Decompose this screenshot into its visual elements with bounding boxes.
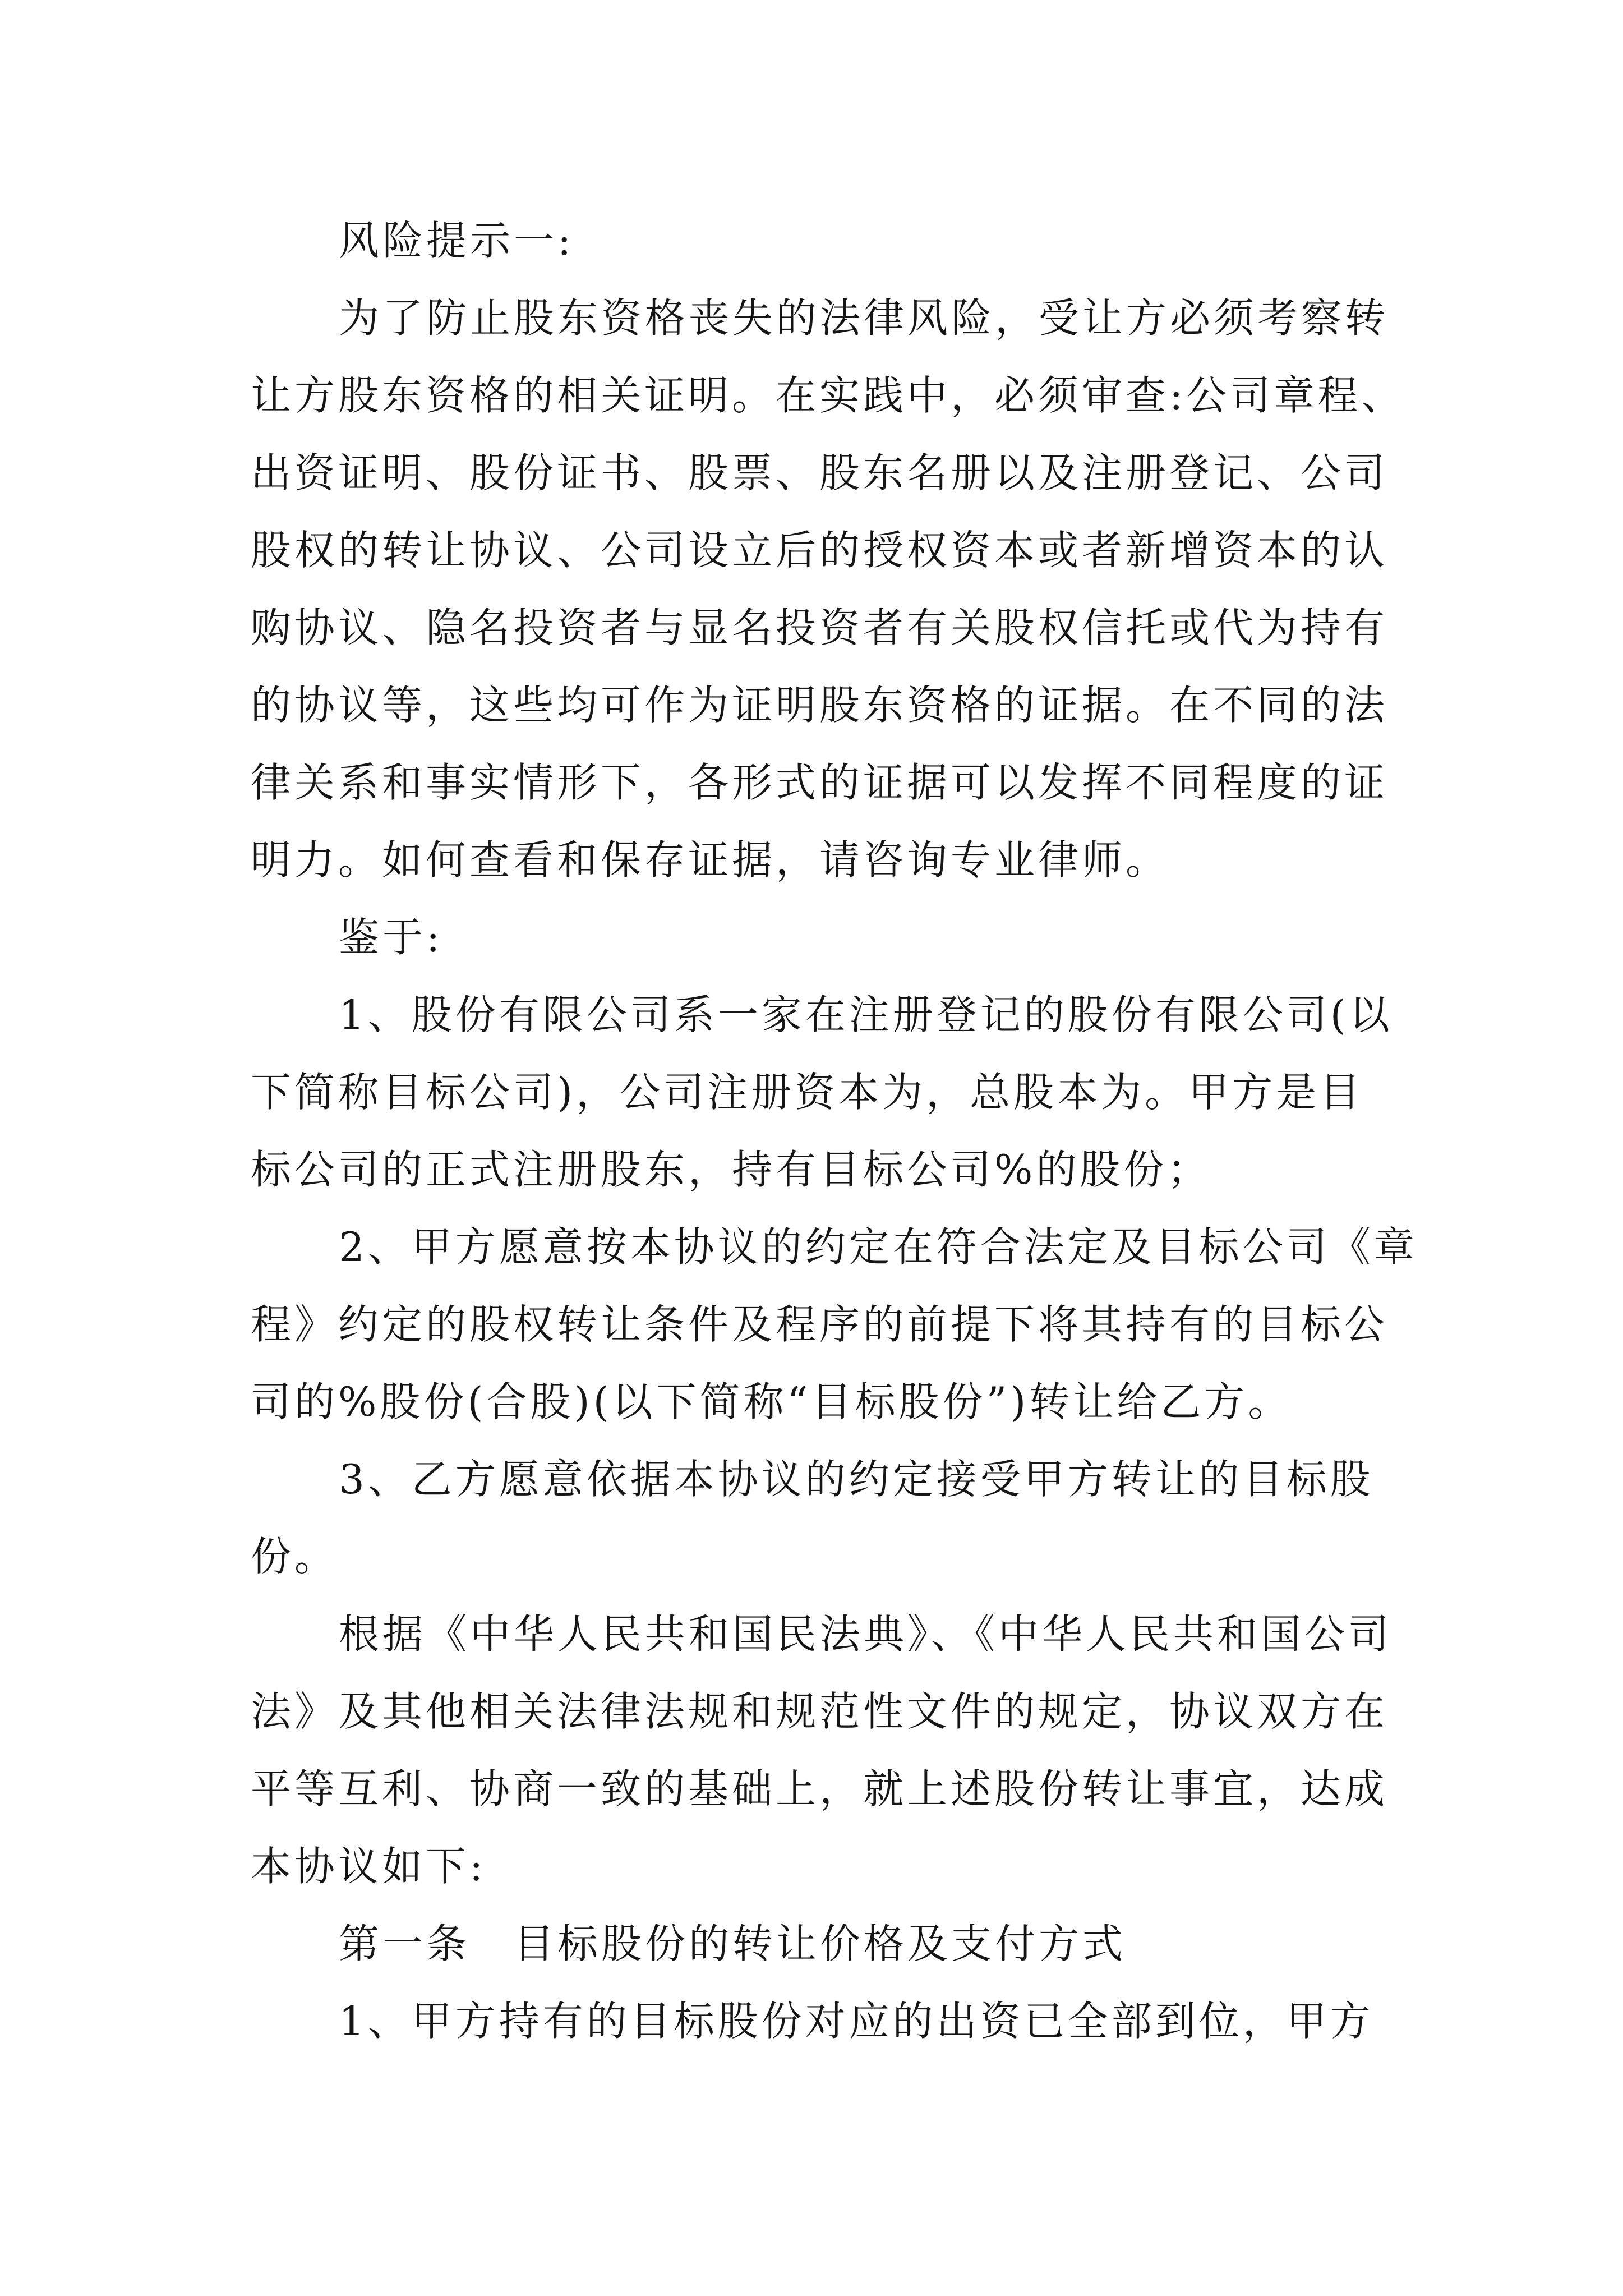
- text-line: 为了防止股东资格丧失的法律风险，受让方必须考察转: [339, 295, 1389, 342]
- paragraph-whereas-item-3: [251, 1441, 1484, 1595]
- text-line: 风险提示一:: [339, 217, 575, 264]
- text-line: 法》及其他相关法律法规和规范性文件的规定，协议双方在: [251, 1688, 1389, 1735]
- document-body: [251, 202, 1484, 2060]
- text-line: 3、乙方愿意依据本协议的约定接受甲方转让的目标股: [339, 1456, 1374, 1503]
- text-line: 1、甲方持有的目标股份对应的出资已全部到位，甲方: [339, 1998, 1374, 2045]
- text-line: 司的%股份(合股)(以下简称“目标股份”)转让给乙方。: [251, 1378, 1292, 1425]
- paragraph-whereas-item-2: [251, 1208, 1484, 1441]
- paragraph-legal-basis: [251, 1595, 1484, 1905]
- text-line: 购协议、隐名投资者与显名投资者有关股权信托或代为持有: [251, 604, 1389, 651]
- text-line: 律关系和事实情形下，各形式的证据可以发挥不同程度的证: [251, 759, 1389, 806]
- text-line: 的协议等，这些均可作为证明股东资格的证据。在不同的法: [251, 682, 1389, 729]
- text-line: 明力。如何查看和保存证据，请咨询专业律师。: [251, 836, 1170, 884]
- text-line: 1、股份有限公司系一家在注册登记的股份有限公司(以: [339, 991, 1393, 1038]
- text-line: 2、甲方愿意按本协议的约定在符合法定及目标公司《章: [339, 1223, 1418, 1271]
- article-1-clause-1: [251, 1982, 1484, 2060]
- text-line: 让方股东资格的相关证明。在实践中，必须审查:公司章程、: [251, 372, 1405, 419]
- text-line: 下简称目标公司)，公司注册资本为，总股本为。甲方是目: [251, 1069, 1364, 1116]
- text-line: 程》约定的股权转让条件及程序的前提下将其持有的目标公: [251, 1301, 1389, 1348]
- paragraph-whereas-item-1: [251, 976, 1484, 1208]
- paragraph-risk-notice-heading: [251, 202, 1484, 279]
- paragraph-risk-notice-body: [251, 279, 1484, 899]
- text-line: 鉴于:: [339, 914, 444, 961]
- text-line: 出资证明、股份证书、股票、股东名册以及注册登记、公司: [251, 449, 1389, 496]
- text-line: 第一条 目标股份的转让价格及支付方式: [339, 1920, 1127, 1967]
- text-line: 份。: [251, 1533, 339, 1580]
- text-line: 平等互利、协商一致的基础上，就上述股份转让事宜，达成: [251, 1765, 1389, 1812]
- paragraph-whereas-heading: [251, 899, 1484, 976]
- text-line: 标公司的正式注册股东，持有目标公司%的股份；: [251, 1146, 1211, 1193]
- text-line: 本协议如下:: [251, 1843, 487, 1890]
- article-1-heading: [251, 1905, 1484, 1982]
- text-line: 股权的转让协议、公司设立后的授权资本或者新增资本的认: [251, 527, 1389, 574]
- text-line: 根据《中华人民共和国民法典》、《中华人民共和国公司: [339, 1611, 1393, 1658]
